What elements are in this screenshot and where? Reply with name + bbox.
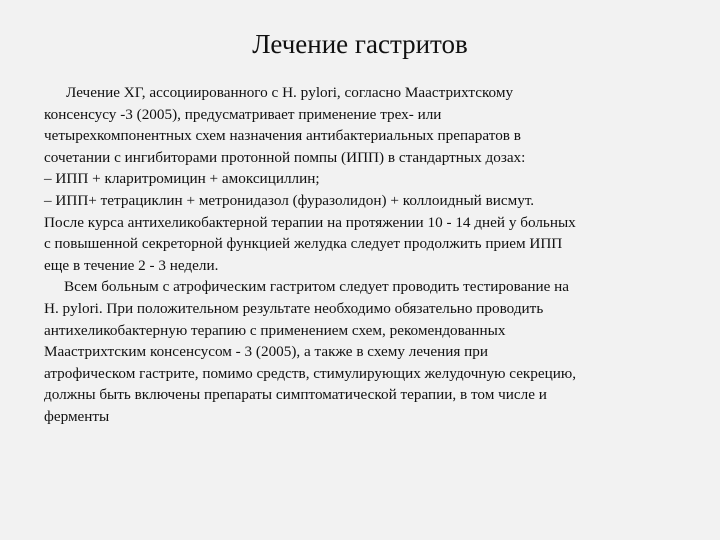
text-line-13: Маастрихтским консенсусом - 3 (2005), а также в схему лечения при	[44, 343, 488, 361]
text-line-10: Всем больным с атрофическим гастритом следует проводить тестирование на	[64, 278, 569, 296]
slide-body	[44, 82, 690, 428]
text-line-12: антихеликобактерную терапию с применением схем, рекомендованных	[44, 321, 506, 339]
slide-title: Лечение гастритов	[252, 29, 468, 59]
text-line-1: Лечение ХГ, ассоциированного с H. pylori, согласно Маастрихтскому	[66, 84, 514, 101]
text-line-16: ферменты	[44, 407, 110, 425]
text-line-5: – ИПП + кларитромицин + амоксициллин;	[44, 170, 320, 188]
text-line-6: – ИПП+ тетрациклин + метронидазол (фуразолидон) + коллоидный висмут.	[44, 191, 535, 209]
text-line-3: четырехкомпонентных схем назначения антибактериальных препаратов в	[44, 127, 521, 145]
text-line-2: консенсусу -3 (2005), предусматривает применение трех- или	[44, 105, 442, 123]
text-line-11: H. pylori. При положительном результате необходимо обязательно проводить	[44, 299, 544, 317]
text-line-15: должны быть включены препараты симптоматической терапии, в том числе и	[44, 386, 547, 404]
text-line-9: еще в течение 2 - 3 недели.	[44, 256, 219, 274]
text-line-4: сочетании с ингибиторами протонной помпы (ИПП) в стандартных дозах:	[44, 148, 526, 166]
text-line-8: с повышенной секреторной функцией желудка следует продолжить прием ИПП	[44, 235, 563, 253]
text-line-14: атрофическом гастрите, помимо средств, стимулирующих желудочную секрецию,	[44, 364, 577, 382]
text-line-7: После курса антихеликобактерной терапии на протяжении 10 - 14 дней у больных	[44, 213, 576, 231]
